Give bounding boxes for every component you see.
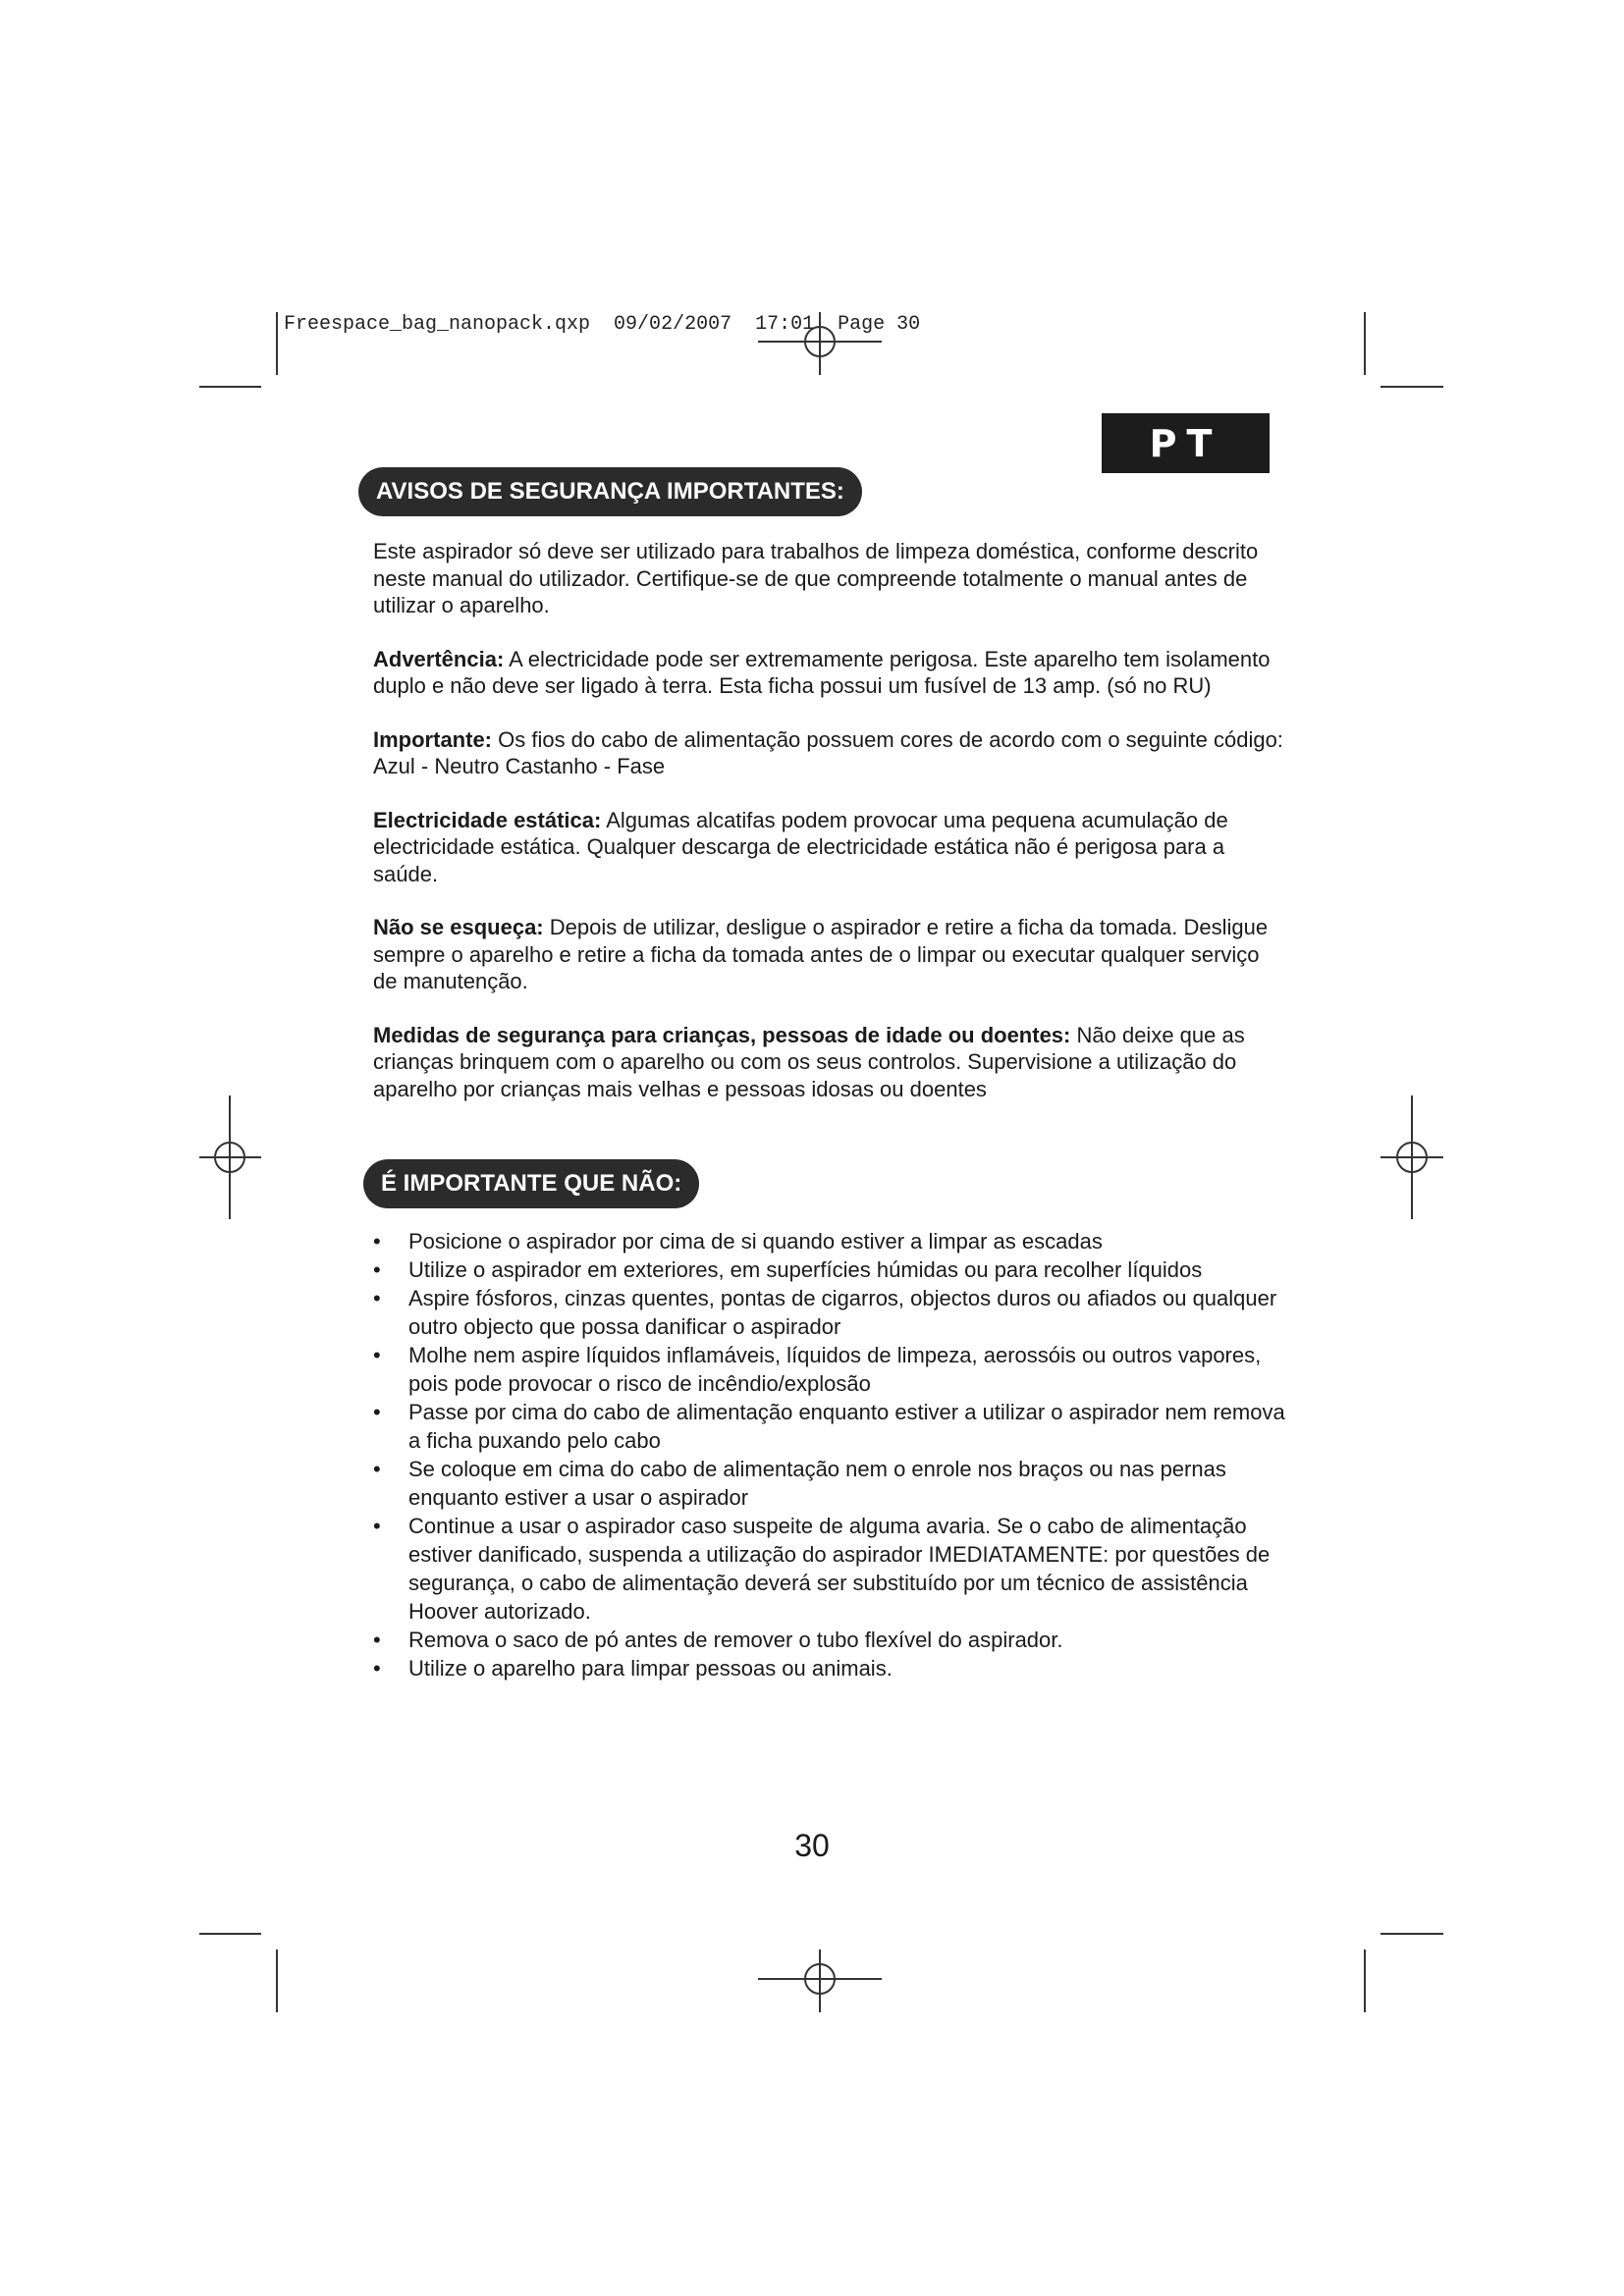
important-lead: Importante:: [373, 726, 492, 752]
list-item: [373, 1255, 1286, 1284]
important-paragraph: [373, 726, 1286, 780]
file-slug: Freespace_bag_nanopack.qxp 09/02/2007 17:01 Page 30: [284, 313, 921, 336]
list-item: [373, 1341, 1286, 1398]
list-item-text: Posicione o aspirador por cima de si quando estiver a limpar as escadas: [408, 1229, 1103, 1254]
bullet-symbol: •: [373, 1343, 381, 1367]
list-item: [373, 1626, 1286, 1654]
list-item: [373, 1512, 1286, 1626]
bullet-symbol: •: [373, 1628, 381, 1652]
reminder-lead: Não se esqueça:: [373, 915, 544, 939]
static-paragraph: [373, 807, 1286, 888]
safety-warnings-body: [373, 538, 1286, 1129]
intro-paragraph: Este aspirador só deve ser utilizado para trabalhos de limpeza doméstica, conforme descrito neste manual do utilizador. Certifique-se de que compreende totalmente o manual antes de utilizar o aparelho.: [373, 539, 1259, 617]
bullet-symbol: •: [373, 1656, 381, 1681]
bullet-symbol: •: [373, 1257, 381, 1282]
static-text: Algumas alcatifas podem provocar uma pequena acumulação de electricidade estática. Qualquer descarga de electricidade estática não é perigosa para a saúde.: [373, 807, 1228, 886]
do-not-list: [373, 1227, 1286, 1682]
list-item-text: Remova o saco de pó antes de remover o tubo flexível do aspirador.: [408, 1628, 1063, 1652]
child-safety-lead: Medidas de segurança para crianças, pessoas de idade ou doentes:: [373, 1022, 1071, 1047]
child-safety-text: Não deixe que as crianças brinquem com o aparelho ou com os seus controlos. Supervisione a utilização do aparelho por crianças mais velhas e pessoas idosas ou doentes: [373, 1022, 1245, 1101]
list-item-text: Aspire fósforos, cinzas quentes, pontas de cigarros, objectos duros ou afiados ou qualquer outro objecto que possa danificar o aspirador: [408, 1286, 1277, 1339]
section-title-safety-warnings: AVISOS DE SEGURANÇA IMPORTANTES:: [358, 467, 862, 516]
warning-lead: Advertência:: [373, 646, 505, 671]
list-item: [373, 1455, 1286, 1512]
important-text: Os fios do cabo de alimentação possuem cores de acordo com o seguinte código: Azul - Neutro Castanho - Fase: [373, 726, 1283, 778]
bullet-symbol: •: [373, 1229, 381, 1254]
list-item-text: Passe por cima do cabo de alimentação enquanto estiver a utilizar o aspirador nem remova a ficha puxando pelo cabo: [408, 1400, 1285, 1453]
list-item-text: Molhe nem aspire líquidos inflamáveis, líquidos de limpeza, aerossóis ou outros vapores, pois pode provocar o risco de incêndio/explosão: [408, 1343, 1262, 1396]
reminder-text: Depois de utilizar, desligue o aspirador e retire a ficha da tomada. Desligue sempre o aparelho e retire a ficha da tomada antes de o limpar ou executar qualquer serviço de manutenção.: [373, 915, 1269, 993]
bullet-symbol: •: [373, 1286, 381, 1310]
bullet-symbol: •: [373, 1457, 381, 1481]
list-item-text: Se coloque em cima do cabo de alimentação nem o enrole nos braços ou nas pernas enquanto estiver a usar o aspirador: [408, 1457, 1226, 1510]
bullet-symbol: •: [373, 1514, 381, 1538]
bullet-symbol: •: [373, 1400, 381, 1424]
reminder-paragraph: [373, 914, 1286, 995]
language-badge: PT: [1102, 413, 1270, 473]
list-item: [373, 1654, 1286, 1682]
warning-text: A electricidade pode ser extremamente perigosa. Este aparelho tem isolamento duplo e não deve ser ligado à terra. Esta ficha possui um fusível de 13 amp. (só no RU): [373, 646, 1271, 698]
warning-paragraph: [373, 646, 1286, 700]
list-item-text: Utilize o aspirador em exteriores, em superfícies húmidas ou para recolher líquidos: [408, 1257, 1203, 1282]
list-item-text: Continue a usar o aspirador caso suspeite de alguma avaria. Se o cabo de alimentação estiver danificado, suspenda a utilização do aspirador IMEDIATAMENTE: por questões de segurança, o cabo de alimentação deverá ser substituído por um técnico de assistência Hoover autorizado.: [408, 1514, 1271, 1624]
static-lead: Electricidade estática:: [373, 807, 602, 832]
child-safety-paragraph: [373, 1022, 1286, 1103]
page-number: 30: [794, 1828, 830, 1863]
list-item: [373, 1284, 1286, 1341]
list-item-text: Utilize o aparelho para limpar pessoas ou animais.: [408, 1656, 893, 1681]
list-item: [373, 1398, 1286, 1455]
list-item: [373, 1227, 1286, 1255]
section-title-do-not: É IMPORTANTE QUE NÃO:: [363, 1159, 699, 1208]
